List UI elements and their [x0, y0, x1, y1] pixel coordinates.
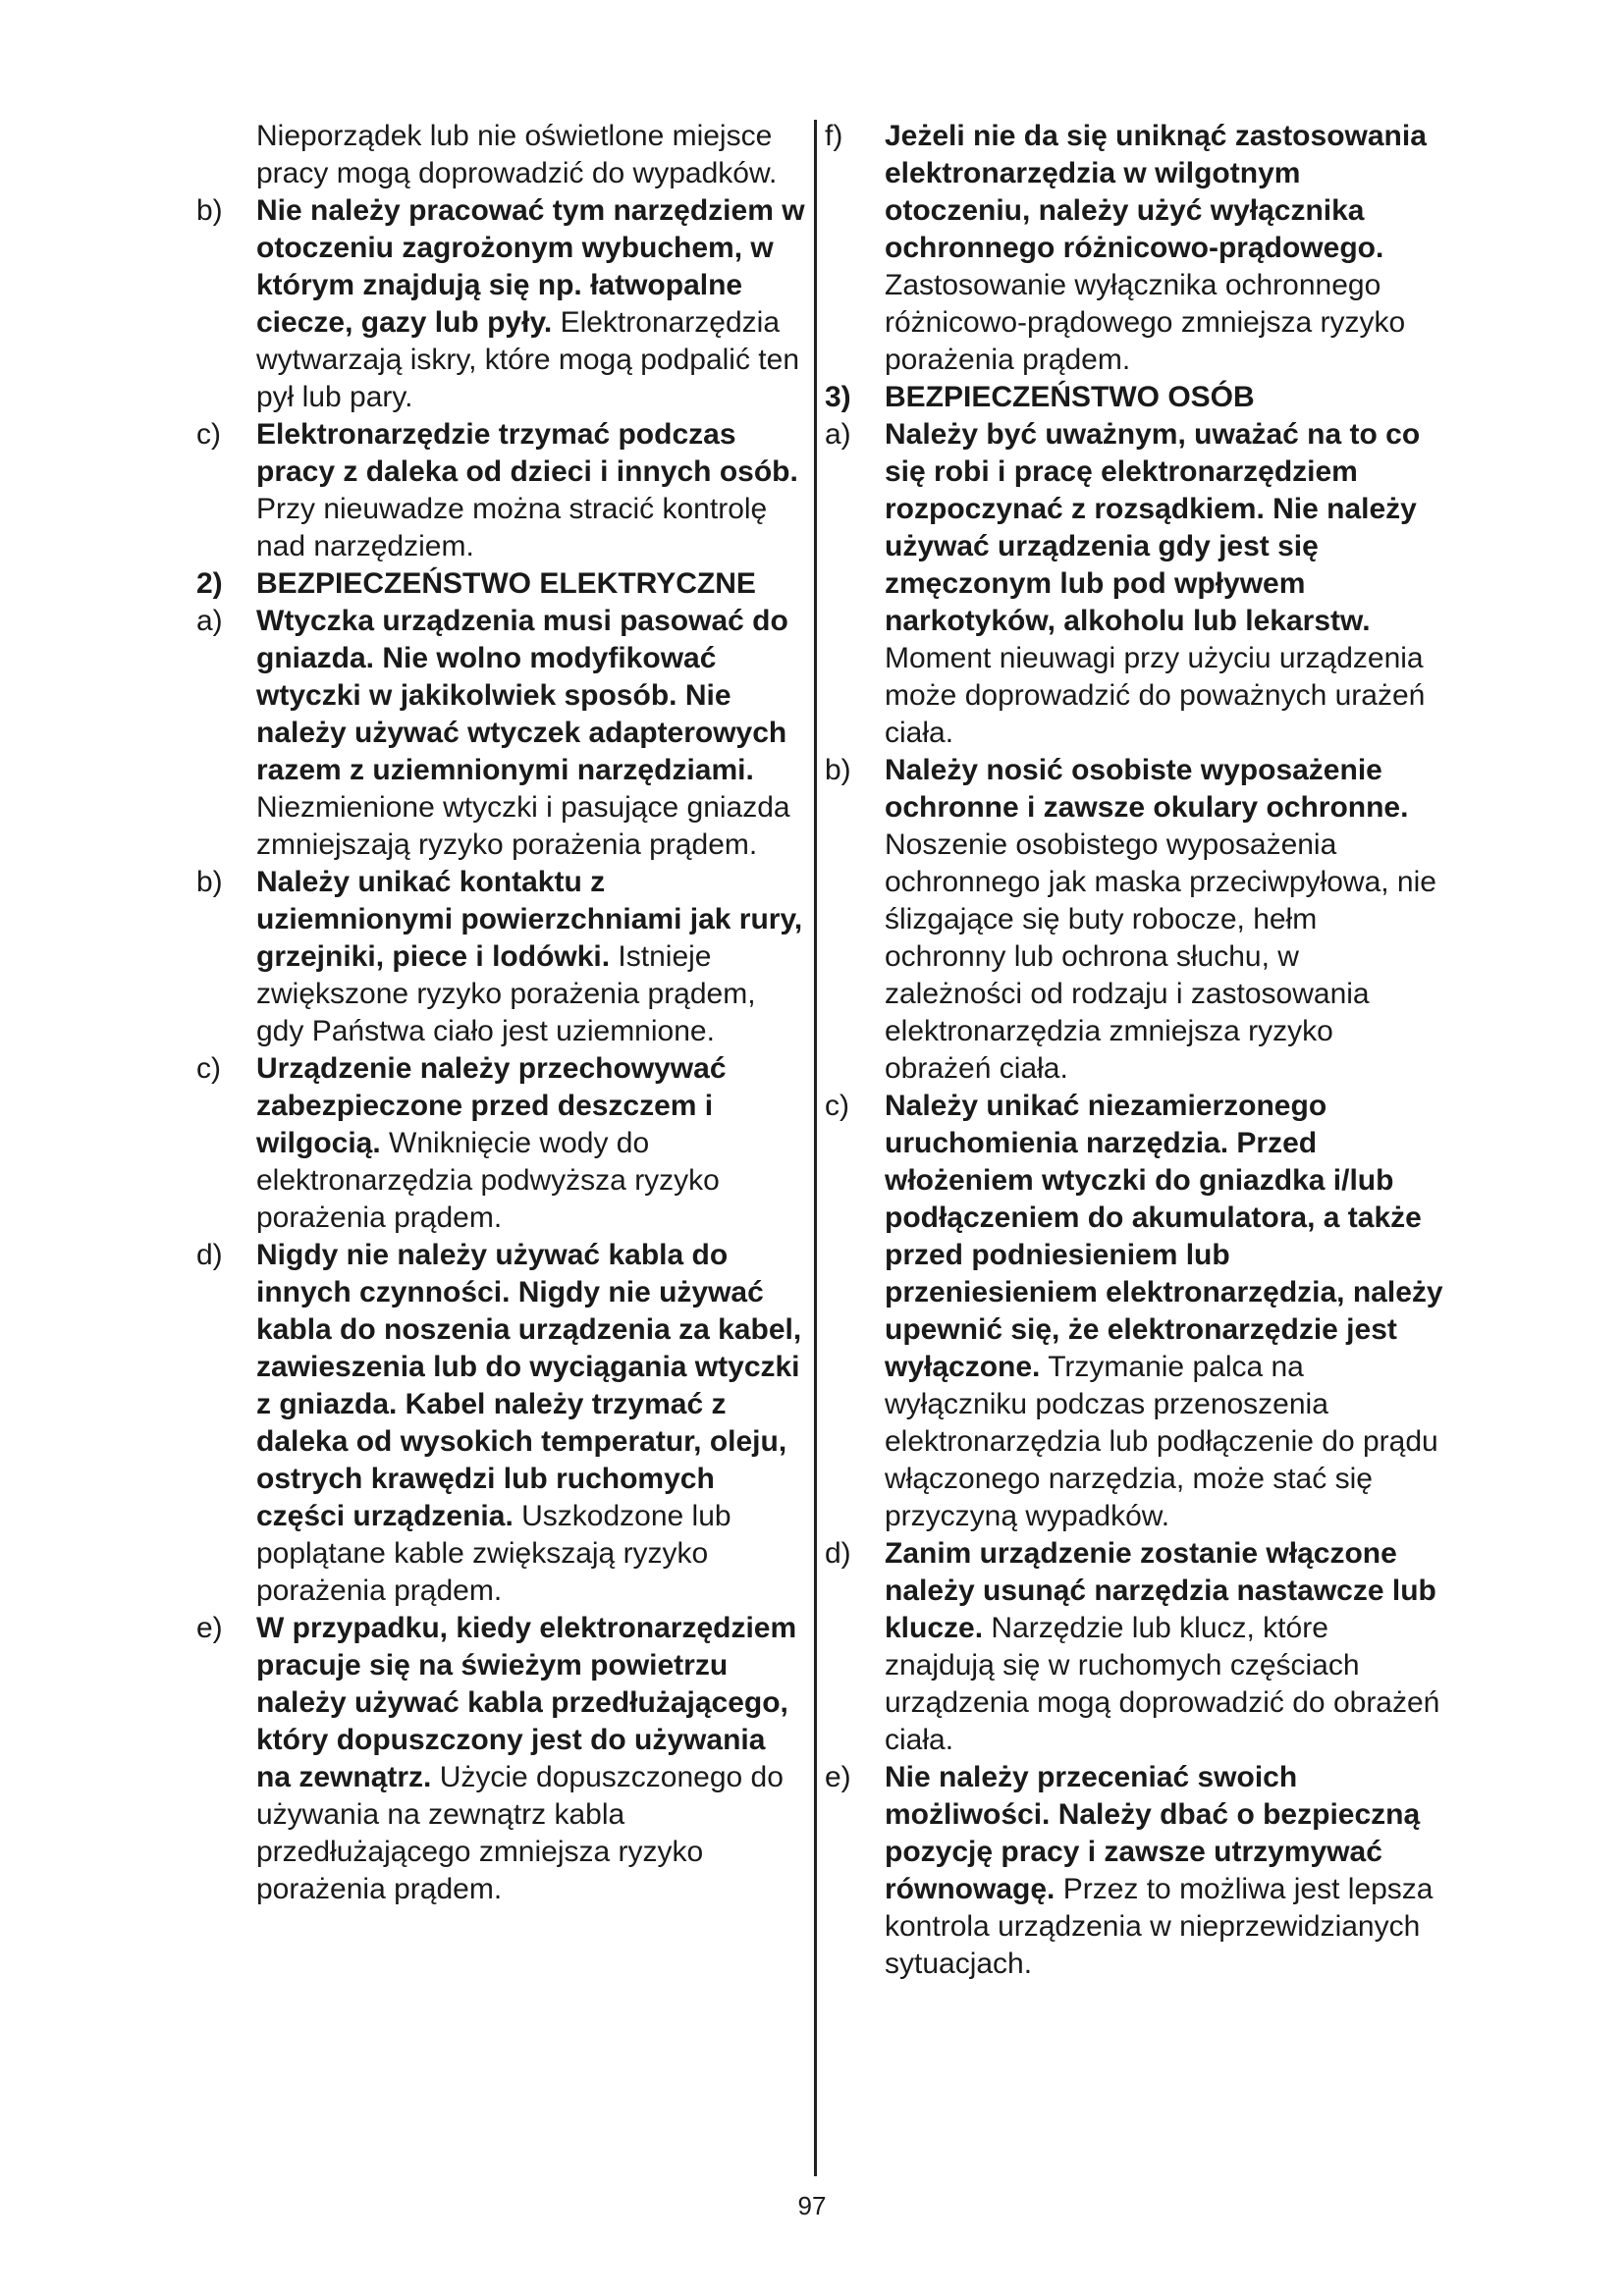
item-text: Użycie dopuszczonego do używania na zewnątrz kabla przedłużającego zmniejsza ryzyko porażenia prądem. [256, 1761, 784, 1905]
item-text: Uszkodzone lub poplątane kable zwiększają ryzyko porażenia prądem. [256, 1500, 731, 1607]
list-item [825, 416, 1443, 752]
section-number: 3) [825, 381, 851, 413]
item-text: Noszenie osobistego wyposażenia ochronnego jak maska przeciwpyłowa, nie ślizgające się buty robocze, hełm ochronny lub ochrona słuchu, w zależności od rodzaju i zastosowania elektronarzędzia zmniejsza ryzyko obrażeń ciała. [885, 828, 1436, 1085]
item-text: Narzędzie lub klucz, które znajdują się w ruchomych częściach urządzenia mogą doprowadzić do obrażeń ciała. [885, 1612, 1440, 1756]
list-item [825, 752, 1443, 1088]
list-item [825, 1759, 1443, 1983]
item-text: Wniknięcie wody do elektronarzędzia podwyższa ryzyko porażenia prądem. [256, 1127, 720, 1234]
list-item [825, 1088, 1443, 1535]
section-number: 2) [196, 567, 223, 600]
item-text: Istnieje zwiększone ryzyko porażenia prądem, gdy Państwa ciało jest uziemnione. [256, 940, 756, 1047]
item-bold-text: W przypadku, kiedy elektronarzędziem pracuje się na świeżym powietrzu należy używać kabla przedłużającego, który dopuszczony jest do używania na zewnątrz. [256, 1612, 797, 1793]
item-bold-text: Urządzenie należy przechowywać zabezpieczone przed deszczem i wilgocią. [256, 1052, 727, 1159]
list-item [196, 1050, 805, 1237]
section-heading-personal [825, 379, 1443, 416]
intro-paragraph: Nieporządek lub nie oświetlone miejsce pracy mogą doprowadzić do wypadków. [256, 120, 778, 189]
item-text: Zastosowanie wyłącznika ochronnego różnicowo-prądowego zmniejsza ryzyko porażenia prądem. [885, 269, 1406, 376]
list-item [825, 1535, 1443, 1759]
item-bold-text: Nie należy pracować tym narzędziem w otoczeniu zagrożonym wybuchem, w którym znajdują się np. łatwopalne ciecze, gazy lub pyły. [256, 194, 805, 339]
list-item [196, 864, 805, 1050]
list-item [825, 118, 1443, 379]
item-text: Przez to możliwa jest lepsza kontrola urządzenia w nieprzewidzianych sytuacjach. [885, 1873, 1434, 1980]
column-divider [814, 120, 817, 2176]
item-marker: b) [196, 866, 223, 898]
item-text: Przy nieuwadze można stracić kontrolę nad narzędziem. [256, 493, 768, 562]
item-marker: e) [825, 1761, 851, 1793]
list-item [196, 192, 805, 416]
item-bold-text: Należy być uważnym, uważać na to co się robi i pracę elektronarzędziem rozpoczynać z rozsądkiem. Nie należy używać urządzenia gdy jest się zmęczonym lub pod wpływem narkotyków, alkoholu lub lekarstw. [885, 418, 1421, 637]
item-text: Moment nieuwagi przy użyciu urządzenia może doprowadzić do poważnych urażeń ciała. [885, 642, 1426, 749]
item-bold-text: Nie należy przeceniać swoich możliwości. Należy dbać o bezpieczną pozycję pracy i zawsze utrzymywać równowagę. [885, 1761, 1421, 1905]
item-marker: a) [196, 605, 223, 637]
item-bold-text: Nigdy nie należy używać kabla do innych czynności. Nigdy nie używać kabla do noszenia urządzenia za kabel, zawieszenia lub do wyciągania wtyczki z gniazda. Kabel należy trzymać z daleka od wysokich temperatur, oleju, ostrych krawędzi lub ruchomych części urządzenia. [256, 1239, 802, 1532]
list-item [196, 1237, 805, 1610]
item-text: Elektronarzędzia wytwarzają iskry, które mogą podpalić ten pył lub pary. [256, 306, 800, 413]
item-marker: e) [196, 1612, 223, 1644]
item-bold-text: Jeżeli nie da się uniknąć zastosowania elektronarzędzia w wilgotnym otoczeniu, należy użyć wyłącznika ochronnego różnicowo-prądowego. [885, 120, 1427, 264]
item-marker: c) [825, 1090, 849, 1122]
item-bold-text: Elektronarzędzie trzymać podczas pracy z daleka od dzieci i innych osób. [256, 418, 798, 488]
item-marker: b) [196, 194, 223, 227]
section-heading-electrical [196, 565, 805, 603]
item-bold-text: Należy unikać niezamierzonego uruchomienia narzędzia. Przed włożeniem wtyczki do gniazdka i/lub podłączeniem do akumulatora, a także przed podniesieniem lub przeniesieniem elektronarzędzia, należy upewnić się, że elektronarzędzie jest wyłączone. [885, 1090, 1443, 1383]
list-item [196, 603, 805, 864]
item-marker: c) [196, 1052, 221, 1085]
left-column [196, 118, 805, 1908]
item-bold-text: Należy nosić osobiste wyposażenie ochronne i zawsze okulary ochronne. [885, 754, 1409, 824]
item-text: Niezmienione wtyczki i pasujące gniazda zmniejszają ryzyko porażenia prądem. [256, 791, 790, 861]
item-marker: d) [196, 1239, 223, 1271]
item-text: Trzymanie palca na wyłączniku podczas przenoszenia elektronarzędzia lub podłączenie do prądu włączonego narzędzia, może stać się przyczyną wypadków. [885, 1351, 1438, 1532]
item-marker: b) [825, 754, 851, 786]
section-title: BEZPIECZEŃSTWO OSÓB [885, 381, 1255, 413]
item-bold-text: Należy unikać kontaktu z uziemnionymi powierzchniami jak rury, grzejniki, piece i lodówki. [256, 866, 803, 973]
item-bold-text: Zanim urządzenie zostanie włączone należy usunąć narzędzia nastawcze lub klucze. [885, 1537, 1436, 1644]
item-marker: a) [825, 418, 851, 451]
right-column [825, 118, 1443, 1983]
section-title: BEZPIECZEŃSTWO ELEKTRYCZNE [256, 567, 756, 600]
item-marker: c) [196, 418, 221, 451]
list-item [196, 416, 805, 565]
item-marker: f) [825, 120, 843, 152]
page-number: 97 [797, 2191, 827, 2220]
list-item [196, 1610, 805, 1908]
item-bold-text: Wtyczka urządzenia musi pasować do gniazda. Nie wolno modyfikować wtyczki w jakikolwiek sposób. Nie należy używać wtyczek adapterowych razem z uziemnionymi narzędziami. [256, 605, 788, 786]
item-marker: d) [825, 1537, 851, 1570]
